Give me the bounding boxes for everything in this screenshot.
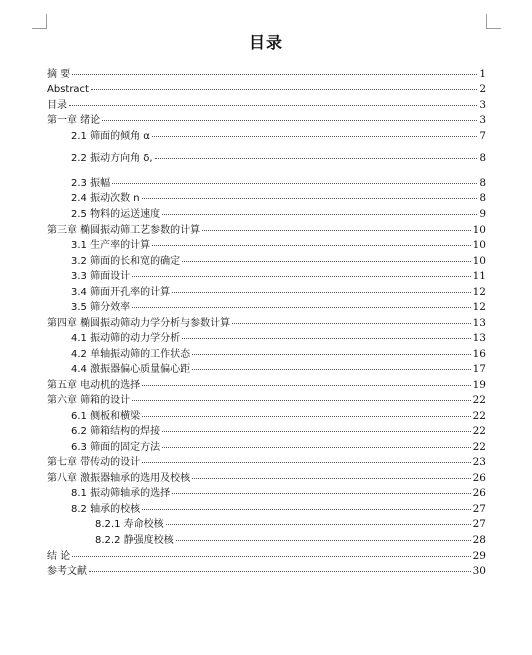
- toc-page-number: 12: [472, 301, 486, 313]
- toc-entry-label: 6.3 筛面的固定方法: [71, 442, 161, 453]
- toc-dot-leader: [91, 89, 477, 90]
- toc-entry-label: 8.2.2 静强度校核: [95, 535, 174, 546]
- toc-dot-leader: [162, 447, 471, 448]
- toc-page-number: 11: [472, 270, 486, 282]
- toc-entry-label: 3.3 筛面设计: [71, 271, 131, 282]
- toc-entry[interactable]: [47, 564, 486, 579]
- toc-entry-label: 2.2 振动方向角 δ,: [71, 153, 153, 164]
- toc-entry[interactable]: [47, 455, 486, 470]
- toc-entry-label: 第三章 椭圆振动筛工艺参数的计算: [47, 225, 201, 236]
- toc-page-number: 27: [472, 503, 486, 515]
- toc-entry-label: 第七章 带传动的设计: [47, 457, 141, 468]
- toc-entry-label: 4.1 振动筛的动力学分析: [71, 333, 181, 344]
- toc-dot-leader: [192, 354, 471, 355]
- toc-entry-label: 8.2.1 寿命校核: [95, 519, 164, 530]
- toc-dot-leader: [155, 158, 478, 159]
- toc-dot-leader: [89, 571, 471, 572]
- toc-entry-label: 参考文献: [47, 566, 87, 577]
- toc-entry[interactable]: [47, 347, 486, 362]
- toc-page-number: 12: [472, 286, 486, 298]
- toc-dot-leader: [72, 556, 470, 557]
- toc-page-number: 2: [479, 83, 486, 95]
- toc-entry[interactable]: [47, 393, 486, 408]
- toc-dot-leader: [152, 245, 471, 246]
- toc-entry-label: 第八章 激振器轴承的选用及校核: [47, 473, 191, 484]
- toc-dot-leader: [232, 323, 470, 324]
- toc-page-number: 26: [472, 472, 486, 484]
- toc-dot-leader: [142, 462, 470, 463]
- toc-page-number: 8: [479, 192, 486, 204]
- toc-entry[interactable]: [47, 207, 486, 222]
- toc-page-number: 16: [472, 348, 486, 360]
- toc-page-number: 19: [472, 379, 486, 391]
- toc-page-number: 10: [472, 239, 486, 251]
- toc-entry-label: 摘 要: [47, 69, 71, 80]
- toc-dot-leader: [132, 307, 471, 308]
- toc-title: 目录: [248, 33, 283, 52]
- toc-page-number: 10: [472, 255, 486, 267]
- toc-entry[interactable]: [47, 300, 486, 315]
- toc-entry[interactable]: [47, 424, 486, 439]
- toc-entry-label: 3.2 筛面的长和宽的确定: [71, 256, 181, 267]
- toc-dot-leader: [162, 214, 477, 215]
- toc-entry[interactable]: [47, 223, 486, 238]
- toc-entry-label: 2.1 筛面的倾角 α: [71, 131, 150, 142]
- toc-entry[interactable]: [47, 362, 486, 377]
- toc-entry-label: 6.1 侧板和横梁: [71, 411, 141, 422]
- toc-page-number: 8: [479, 177, 486, 189]
- toc-entry-label: 第一章 绪论: [47, 115, 101, 126]
- toc-page-number: 22: [472, 394, 486, 406]
- toc-entry-label: 4.4 激振器偏心质量偏心距: [71, 364, 191, 375]
- toc-page-number: 22: [472, 425, 486, 437]
- toc-entry-label: 2.5 物料的运送速度: [71, 209, 161, 220]
- toc-entry[interactable]: [47, 533, 486, 548]
- toc-page-number: 13: [472, 332, 486, 344]
- toc-entry[interactable]: [47, 113, 486, 128]
- toc-entry-label: 8.1 振动筛轴承的选择: [71, 488, 171, 499]
- toc-page-number: 3: [479, 114, 486, 126]
- toc-page-number: 3: [479, 99, 486, 111]
- toc-entry[interactable]: [47, 191, 486, 206]
- toc-dot-leader: [202, 230, 470, 231]
- toc-entry-label: Abstract: [47, 84, 89, 95]
- toc-entry[interactable]: [47, 502, 486, 517]
- toc-page-number: 9: [479, 208, 486, 220]
- toc-page-number: 30: [472, 565, 486, 577]
- toc-entry-label: 4.2 单轴振动筛的工作状态: [71, 349, 191, 360]
- toc-dot-leader: [152, 136, 477, 137]
- toc-entry[interactable]: [47, 238, 486, 253]
- toc-dot-leader: [162, 431, 471, 432]
- toc-page-number: 27: [472, 518, 486, 530]
- toc-entry[interactable]: [47, 549, 486, 564]
- toc-dot-leader: [166, 524, 471, 525]
- toc-dot-leader: [69, 105, 477, 106]
- toc-dot-leader: [182, 261, 471, 262]
- toc-page-number: 22: [472, 441, 486, 453]
- toc-entry[interactable]: [47, 409, 486, 424]
- toc-entry[interactable]: [47, 517, 486, 532]
- toc-entry[interactable]: [47, 82, 486, 97]
- toc-entry-label: 结 论: [47, 551, 71, 562]
- toc-entry-label: 2.3 振幅: [71, 178, 111, 189]
- toc-dot-leader: [142, 198, 478, 199]
- toc-entry[interactable]: [47, 331, 486, 346]
- toc-page-number: 22: [472, 410, 486, 422]
- toc-entry-label: 2.4 振动次数 n: [71, 193, 140, 204]
- toc-entry-label: 3.5 筛分效率: [71, 302, 131, 313]
- toc-page-number: 13: [472, 317, 486, 329]
- toc-dot-leader: [192, 369, 471, 370]
- toc-dot-leader: [112, 183, 477, 184]
- toc-dot-leader: [142, 509, 471, 510]
- toc-entry[interactable]: [47, 254, 486, 269]
- toc-entry[interactable]: [47, 269, 486, 284]
- toc-entry-label: 3.4 筛面开孔率的计算: [71, 287, 171, 298]
- toc-dot-leader: [132, 276, 471, 277]
- toc-page-number: 1: [479, 68, 486, 80]
- toc-entry-label: 8.2 轴承的校核: [71, 504, 141, 515]
- toc-dot-leader: [132, 400, 470, 401]
- toc-entry[interactable]: [47, 471, 486, 486]
- toc-entry[interactable]: [47, 151, 486, 166]
- toc-entry-label: 第六章 筛箱的设计: [47, 395, 131, 406]
- toc-dot-leader: [192, 478, 470, 479]
- toc-dot-leader: [142, 385, 470, 386]
- toc-dot-leader: [142, 416, 471, 417]
- toc-entry-label: 目录: [47, 100, 67, 111]
- toc-page-number: 26: [472, 487, 486, 499]
- toc-entry[interactable]: [47, 486, 486, 501]
- toc-entry[interactable]: [47, 316, 486, 331]
- toc-dot-leader: [72, 74, 477, 75]
- toc-page-number: 28: [472, 534, 486, 546]
- toc-page-number: 7: [479, 130, 486, 142]
- toc-page-number: 29: [472, 550, 486, 562]
- toc-entry[interactable]: [47, 67, 486, 82]
- toc-entry[interactable]: [47, 440, 486, 455]
- toc-page-number: 8: [479, 152, 486, 164]
- toc-entry[interactable]: [47, 129, 486, 144]
- toc-page-number: 23: [472, 456, 486, 468]
- toc-entry-label: 3.1 生产率的计算: [71, 240, 151, 251]
- toc-dot-leader: [172, 493, 471, 494]
- toc-page-number: 10: [472, 224, 486, 236]
- toc-entry[interactable]: [47, 176, 486, 191]
- toc-dot-leader: [182, 338, 471, 339]
- toc-entry-label: 第五章 电动机的选择: [47, 380, 141, 391]
- toc-page-number: 17: [472, 363, 486, 375]
- toc-entry-label: 第四章 椭圆振动筛动力学分析与参数计算: [47, 318, 231, 329]
- toc-entry-label: 6.2 筛箱结构的焊接: [71, 426, 161, 437]
- toc-entry[interactable]: [47, 98, 486, 113]
- toc-entry[interactable]: [47, 378, 486, 393]
- toc-dot-leader: [176, 540, 471, 541]
- toc-dot-leader: [172, 292, 471, 293]
- toc-dot-leader: [102, 120, 477, 121]
- toc-entry[interactable]: [47, 285, 486, 300]
